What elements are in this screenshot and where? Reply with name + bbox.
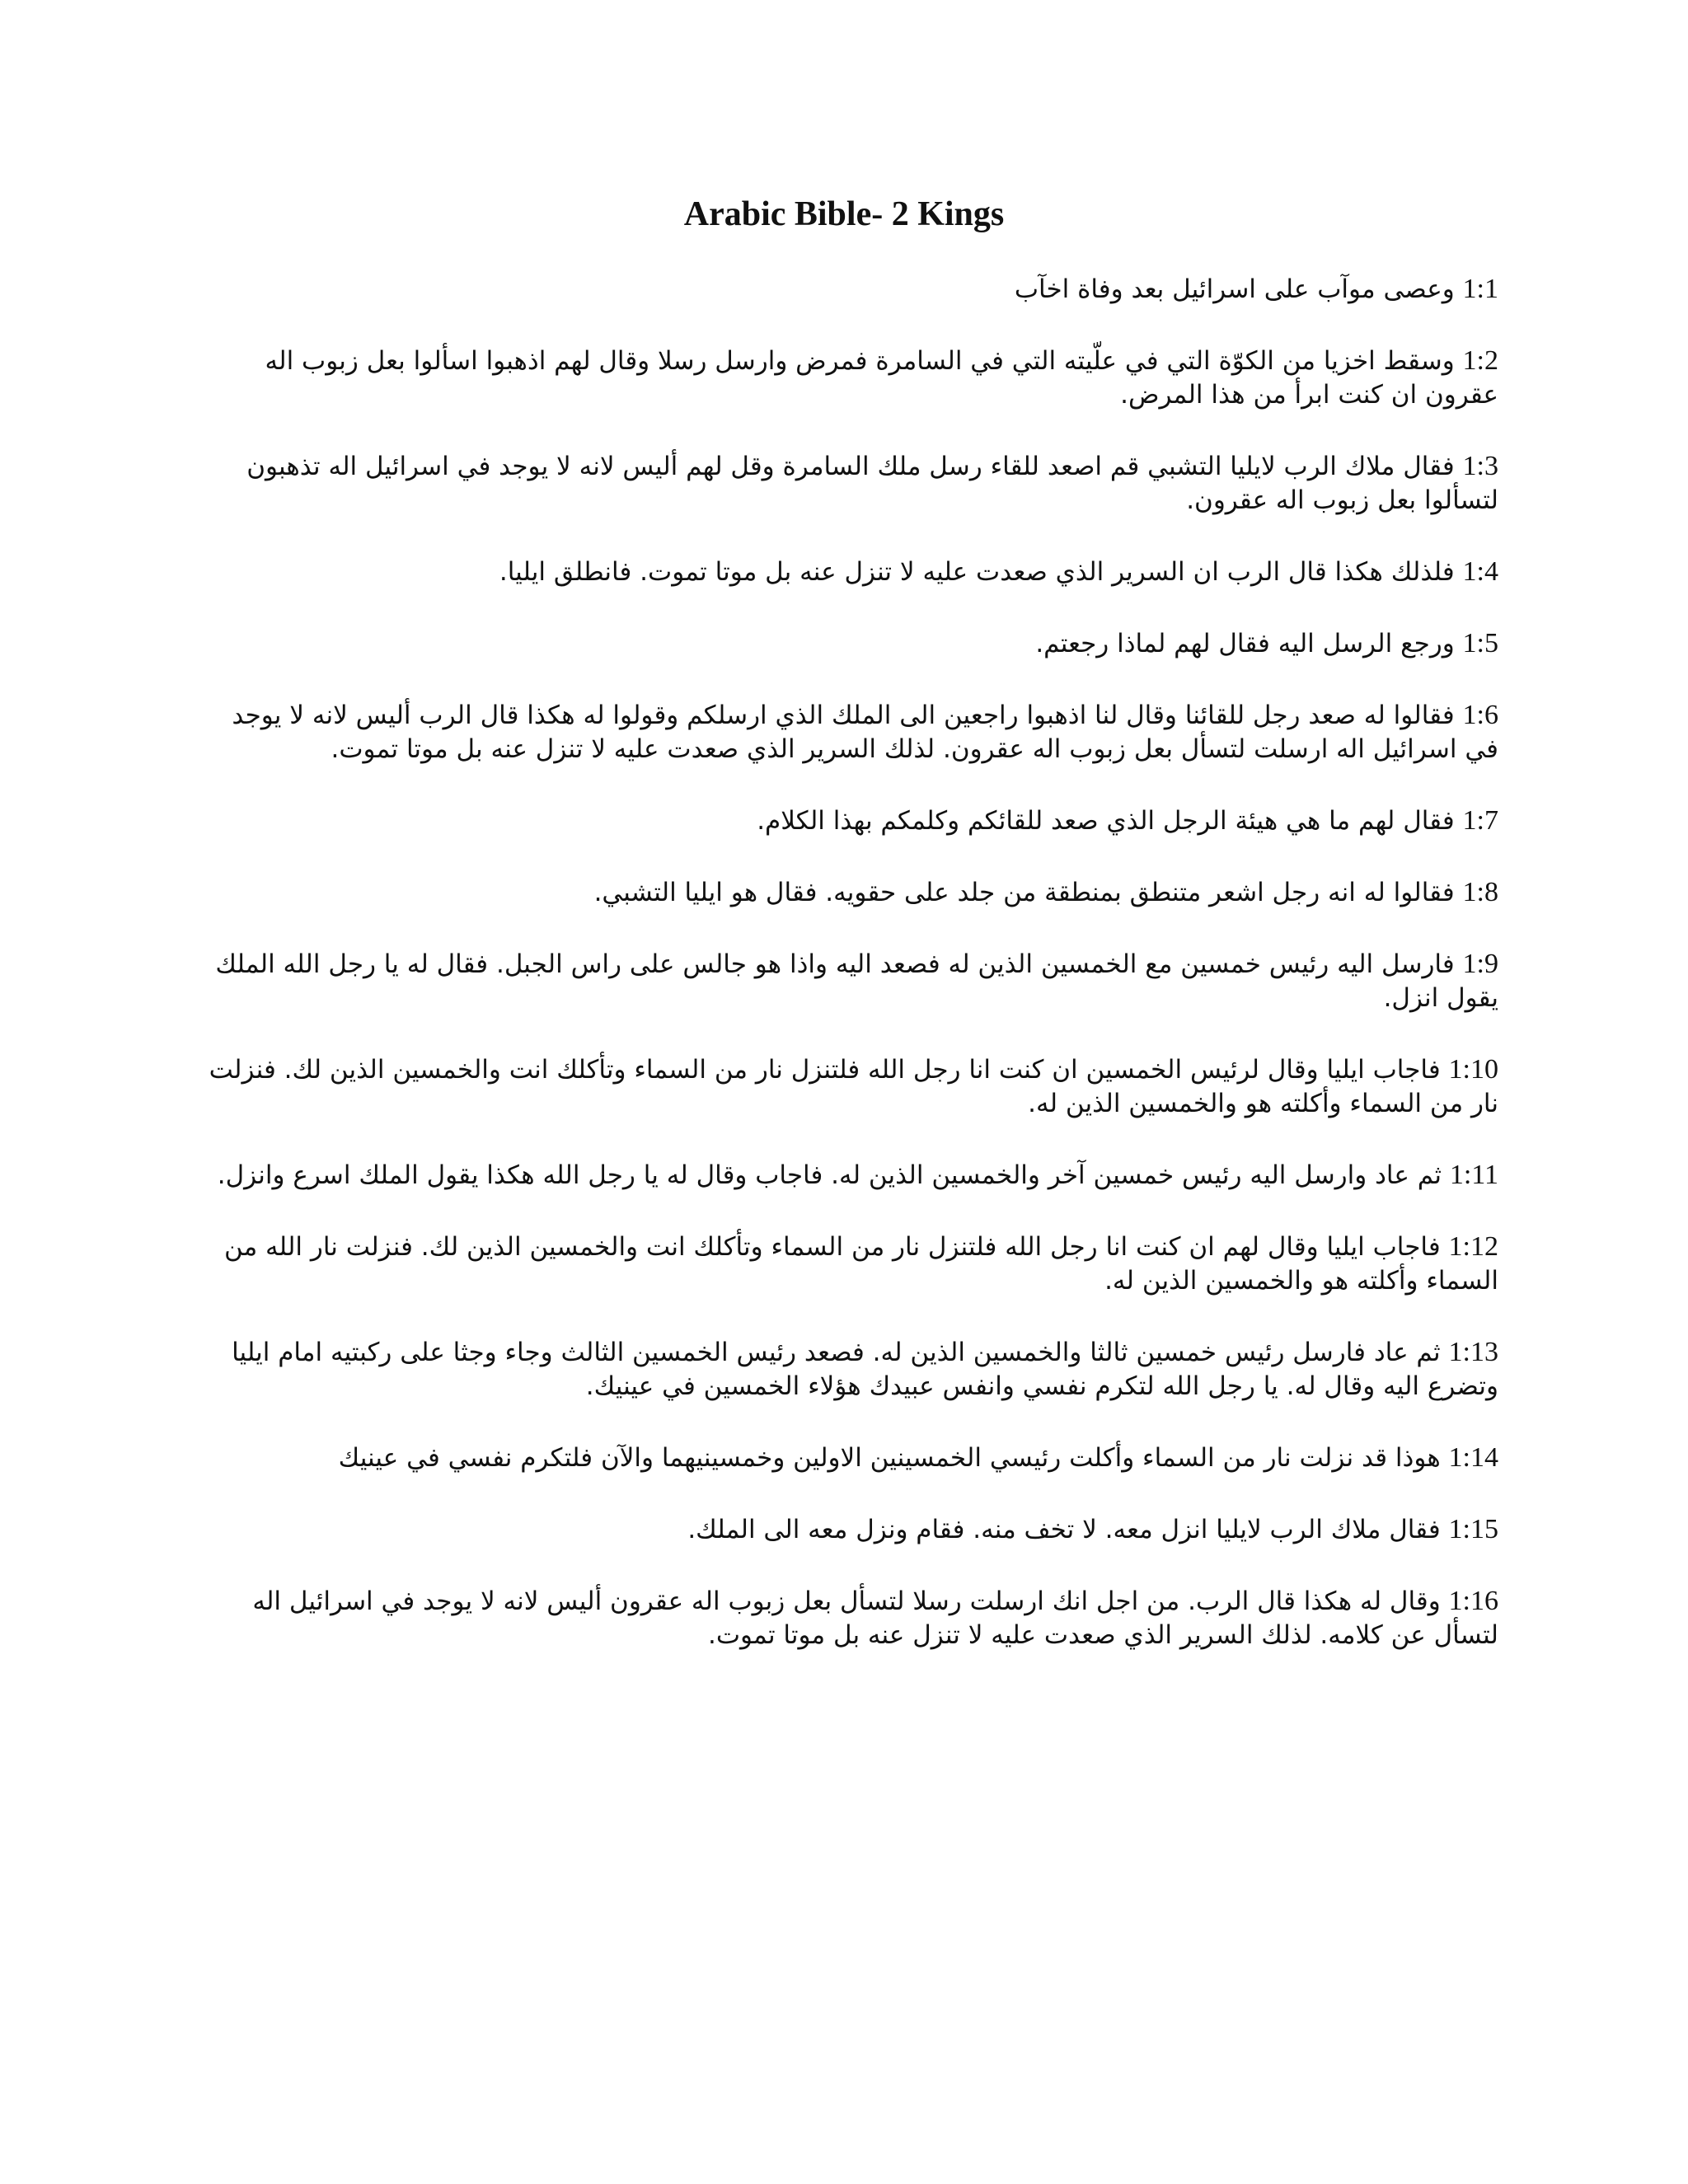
verse-1-8 — [196, 875, 1498, 910]
verse-text: فقالوا له صعد رجل للقائنا وقال لنا اذهبوا راجعين الى الملك الذي ارسلكم وقولوا له هكذا قال الرب أليس لانه لا يوجد في اسرائيل اله ارسلت لتسأل بعل زبوب اله عقرون. لذلك السرير الذي صعدت عليه لا تنزل عنه بل موتا تموت. — [232, 701, 1498, 764]
verse-ref: 1:10 — [1448, 1054, 1498, 1085]
verse-1-12 — [196, 1230, 1498, 1298]
verse-list — [196, 272, 1498, 1690]
verse-ref: 1:7 — [1462, 805, 1498, 836]
verse-ref: 1:11 — [1449, 1160, 1498, 1190]
verse-text: هوذا قد نزلت نار من السماء وأكلت رئيسي الخمسينين الاولين وخمسينيهما والآن فلتكرم نفسي في عينيك — [338, 1443, 1441, 1473]
verse-text: فقالوا له انه رجل اشعر متنطق بمنطقة من جلد على حقويه. فقال هو ايليا التشبي. — [593, 878, 1455, 907]
verse-text: فاجاب ايليا وقال لهم ان كنت انا رجل الله فلتنزل نار من السماء وتأكلك انت والخمسين الذين لك. فنزلت نار الله من السماء وأكلته هو والخمسين الذين له. — [224, 1232, 1498, 1296]
page-title: Arabic Bible- 2 Kings — [683, 195, 1005, 233]
verse-ref: 1:14 — [1448, 1442, 1498, 1473]
verse-1-2 — [196, 344, 1498, 412]
verse-ref: 1:8 — [1462, 877, 1498, 907]
verse-text: فقال ملاك الرب لايليا انزل معه. لا تخف منه. فقام ونزل معه الى الملك. — [687, 1515, 1441, 1544]
verse-text: ورجع الرسل اليه فقال لهم لماذا رجعتم. — [1035, 629, 1455, 658]
verse-text: وسقط اخزيا من الكوّة التي في علّيته التي في السامرة فمرض وارسل رسلا وقال لهم اذهبوا اسألوا بعل زبوب اله عقرون ان كنت ابرأ من هذا المرض. — [265, 346, 1498, 410]
verse-text: وقال له هكذا قال الرب. من اجل انك ارسلت رسلا لتسأل بعل زبوب اله عقرون أليس لانه لا يوجد في اسرائيل اله لتسأل عن كلامه. لذلك السرير الذي صعدت عليه لا تنزل عنه بل موتا تموت. — [252, 1586, 1498, 1650]
verse-text: وعصى موآب على اسرائيل بعد وفاة اخآب — [1014, 274, 1455, 304]
verse-ref: 1:6 — [1462, 700, 1498, 730]
verse-text: فقال ملاك الرب لايليا التشبي قم اصعد للقاء رسل ملك السامرة وقل لهم أليس لانه لا يوجد في اسرائيل اله تذهبون لتسألوا بعل زبوب اله عقرون. — [246, 452, 1498, 515]
verse-1-6 — [196, 698, 1498, 766]
verse-1-10 — [196, 1052, 1498, 1121]
verse-1-5 — [196, 626, 1498, 661]
verse-ref: 1:3 — [1462, 451, 1498, 481]
verse-ref: 1:16 — [1448, 1586, 1498, 1616]
verse-text: فقال لهم ما هي هيئة الرجل الذي صعد للقائكم وكلمكم بهذا الكلام. — [757, 806, 1455, 836]
verse-1-13 — [196, 1335, 1498, 1404]
verse-ref: 1:15 — [1448, 1514, 1498, 1544]
verse-1-7 — [196, 804, 1498, 838]
verse-ref: 1:13 — [1448, 1337, 1498, 1367]
verse-ref: 1:2 — [1462, 345, 1498, 376]
verse-text: فلذلك هكذا قال الرب ان السرير الذي صعدت عليه لا تنزل عنه بل موتا تموت. فانطلق ايليا. — [499, 557, 1455, 587]
verse-ref: 1:12 — [1448, 1231, 1498, 1262]
verse-ref: 1:1 — [1462, 274, 1498, 304]
verse-text: فارسل اليه رئيس خمسين مع الخمسين الذين له فصعد اليه واذا هو جالس على راس الجبل. فقال له يا رجل الله الملك يقول انزل. — [215, 949, 1498, 1013]
verse-1-15 — [196, 1512, 1498, 1547]
verse-ref: 1:9 — [1462, 949, 1498, 979]
verse-1-4 — [196, 555, 1498, 589]
verse-1-16 — [196, 1584, 1498, 1652]
verse-text: ثم عاد فارسل رئيس خمسين ثالثا والخمسين الذين له. فصعد رئيس الخمسين الثالث وجاء وجثا على ركبتيه امام ايليا وتضرع اليه وقال له. يا رجل الله لتكرم نفسي وانفس عبيدك هؤلاء الخمسين في عينيك. — [232, 1338, 1498, 1401]
verse-1-9 — [196, 947, 1498, 1015]
verse-ref: 1:4 — [1462, 556, 1498, 587]
verse-ref: 1:5 — [1462, 628, 1498, 658]
verse-1-1 — [196, 272, 1498, 307]
verse-1-14 — [196, 1441, 1498, 1475]
verse-1-3 — [196, 449, 1498, 518]
verse-text: فاجاب ايليا وقال لرئيس الخمسين ان كنت انا رجل الله فلتنزل نار من السماء وتأكلك انت والخمسين الذين لك. فنزلت نار من السماء وأكلته هو والخمسين الذين له. — [209, 1055, 1498, 1118]
verse-text: ثم عاد وارسل اليه رئيس خمسين آخر والخمسين الذين له. فاجاب وقال له يا رجل الله هكذا يقول الملك اسرع وانزل. — [217, 1160, 1442, 1190]
verse-1-11 — [196, 1158, 1498, 1193]
